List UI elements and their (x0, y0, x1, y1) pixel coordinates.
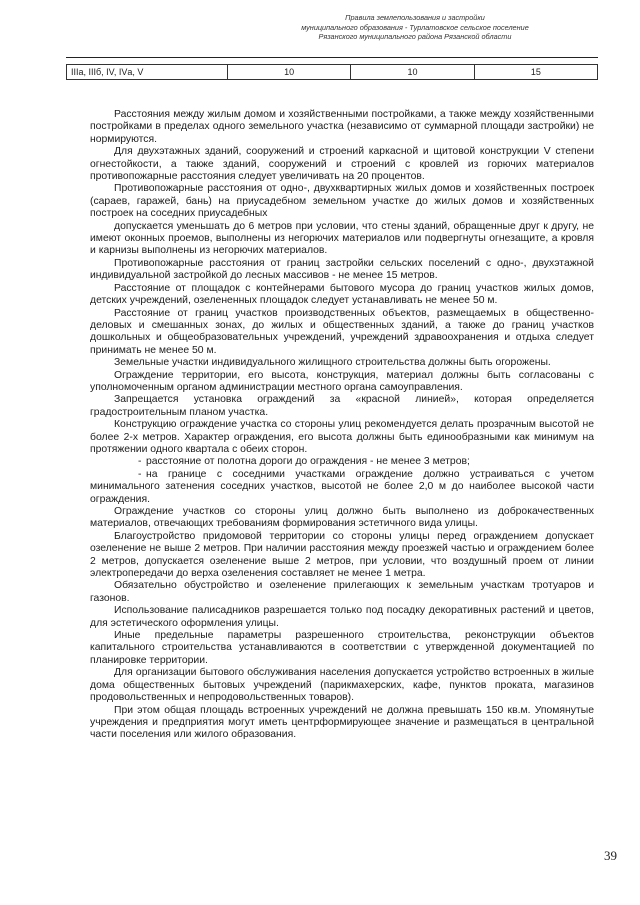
table-cell: 15 (474, 65, 597, 80)
paragraph-text: Земельные участки индивидуального жилищного строительства должны быть огорожены. (114, 357, 551, 369)
paragraph (90, 109, 594, 146)
paragraph (90, 283, 594, 308)
table-cell: 10 (351, 65, 474, 80)
paragraph (90, 531, 594, 581)
paragraph (90, 357, 594, 369)
bullet-marker: - (138, 468, 142, 480)
paragraph-text: Расстояние от площадок с контейнерами бытового мусора до границ участков жилых домов, детских учреждений, озелененных площадок следует устанавливать не менее 50 м. (90, 282, 594, 307)
paragraph (90, 258, 594, 283)
paragraph (90, 370, 594, 395)
bullet-marker: - (138, 456, 142, 468)
bullet-item (90, 456, 594, 468)
paragraph-text: Расстояния между жилым домом и хозяйственными постройками, а также между хозяйственными постройками в пределах одного земельного участка (независимо от суммарной площади застройки) не нормируются. (90, 109, 594, 145)
paragraph (90, 580, 594, 605)
table-cell: 10 (228, 65, 351, 80)
paragraph (90, 221, 594, 258)
paragraph-text: При этом общая площадь встроенных учреждений не должна превышать 150 кв.м. Упомянутые учреждения и предприятия могут иметь центрформирующее значение и размещаться в центральной части поселения или жилого образования. (90, 704, 594, 741)
paragraph (90, 667, 594, 704)
paragraph-text: Для организации бытового обслуживания населения допускается устройство встроенных в жилые дома общественных бытовых учреждений (парикмахерских, кафе, пунктов проката, магазинов продовольственных и непродовольственных товаров). (90, 667, 594, 704)
running-header (250, 13, 580, 42)
paragraph (90, 630, 594, 667)
fire-distance-table (66, 64, 598, 80)
paragraph-text: на границе с соседними участками ограждение должно устраиваться с учетом минимального затенения соседних участков, высотой не более 2,0 м до наиболее высокой части ограждения. (90, 468, 594, 505)
paragraph (90, 394, 594, 419)
paragraph-text: Конструкцию ограждение участка со стороны улиц рекомендуется делать прозрачным высотой не более 2-х метров. Характер ограждения, его высота должны быть единообразными как минимум на протяжении одного квартала с обеих сторон. (90, 419, 594, 455)
paragraph (90, 308, 594, 358)
paragraph-text: расстояние от полотна дороги до ограждения - не менее 3 метров; (146, 456, 470, 468)
header-line-3: Рязанского муниципального района Рязанской области (318, 32, 512, 41)
paragraph-text: Для двухэтажных зданий, сооружений и строений каркасной и щитовой конструкции V степени огнестойкости, а также зданий, сооружений и строений с кровлей из горючих материалов противопожарные расстояния следует увеличивать на 20 процентов. (90, 146, 594, 183)
paragraph-text: Расстояние от границ участков производственных объектов, размещаемых в общественно-деловых и смешанных зонах, до жилых и общественных зданий, а также до границ участков дошкольных и общеобразовательных учреждений, учреждений здравоохранения и отдыха следует принимать не менее 50 м. (90, 307, 594, 356)
paragraph-text: Противопожарные расстояния от одно-, двухквартирных жилых домов и хозяйственных построек (сараев, гаражей, бань) на приусадебном земельном участке до жилых домов и хозяйственных построек на соседних приусадебных (90, 183, 594, 220)
header-line-2: муниципального образования - Турлатовское сельское поселение (301, 22, 529, 32)
page-number: 39 (604, 848, 617, 863)
header-divider (66, 57, 598, 58)
table-cell: IIIа, IIIб, IV, IVа, V (67, 65, 228, 80)
paragraph (90, 705, 594, 742)
table-row (67, 65, 598, 80)
header-line-1: Правила землепользования и застройки (345, 13, 485, 22)
paragraph (90, 183, 594, 220)
paragraph (90, 146, 594, 183)
paragraph-text: Запрещается установка ограждений за «красной линией», которая определяется градостроительным планом участка. (90, 394, 594, 418)
paragraph-text: Благоустройство придомовой территории со стороны улицы перед ограждением допускает озеленение не выше 2 метров. При наличии расстояния между проезжей частью и ограждением более 2 метров, допускается озеленение выше 2 метров, при условии, что воздушный проем от линии электропередачи до верха озеленения составляет не менее 1 метра. (90, 530, 594, 580)
paragraph-text: Использование палисадников разрешается только под посадку декоративных растений и цветов, для эстетического оформления улицы. (90, 605, 594, 629)
paragraph-text: Обязательно обустройство и озеленение прилегающих к земельным участкам тротуаров и газонов. (90, 580, 594, 604)
paragraph (90, 419, 594, 456)
paragraph-text: Иные предельные параметры разрешенного строительства, реконструкции объектов капитального строительства устанавливаются в соответствии с утвержденной документацией по планировке территории. (90, 630, 594, 666)
paragraph-text: допускается уменьшать до 6 метров при условии, что стены зданий, обращенные друг к другу, не имеют оконных проемов, выполнены из негорючих материалов или подвергнуты огнезащите, а кровля и карнизы выполнены из негорючих материалов. (90, 220, 594, 257)
document-body (90, 109, 594, 742)
bullet-item (90, 469, 594, 506)
paragraph (90, 605, 594, 630)
paragraph-text: Ограждение участков со стороны улиц должно быть выполнено из доброкачественных материалов, отвечающих требованиям формирования эстетичного вида улицы. (90, 506, 594, 530)
paragraph-text: Ограждение территории, его высота, конструкция, материал должны быть согласованы с уполномоченным органом администрации местного органа самоуправления. (90, 369, 594, 393)
paragraph-text: Противопожарные расстояния от границ застройки сельских поселений с одно-, двухэтажной индивидуальной застройкой до лесных массивов - не менее 15 метров. (90, 257, 594, 282)
paragraph (90, 506, 594, 531)
